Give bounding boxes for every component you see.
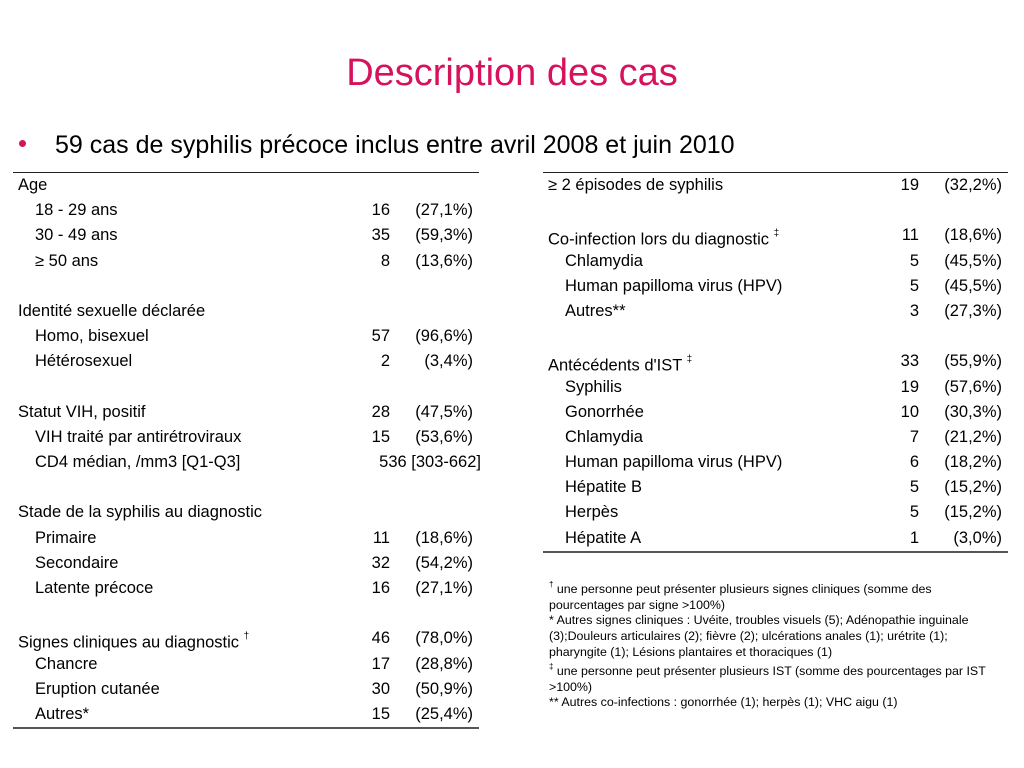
row-label [35, 677, 160, 702]
row-count: 6 [909, 453, 919, 472]
row-percent: (21,2%) [944, 427, 1002, 446]
row-label-text: Hépatite B [565, 478, 643, 497]
row-percent: (3,0%) [953, 528, 1002, 547]
row-label-text: Autres** [565, 301, 626, 320]
row-label-text: Secondaire [35, 553, 119, 572]
row-count: 15 [371, 427, 390, 446]
table-group-row [543, 223, 1008, 248]
row-label [35, 702, 89, 727]
footnote-mark: † [549, 580, 554, 589]
row-label-text: Chlamydia [565, 251, 643, 270]
footnotes [549, 578, 999, 711]
right-table [543, 172, 1008, 553]
row-label-text: Homo, bisexuel [35, 327, 149, 346]
row-percent: (15,2%) [944, 478, 1002, 497]
table-group-row [13, 173, 479, 198]
table-row [543, 425, 1008, 450]
row-count: 33 [900, 352, 919, 371]
row-count: 11 [901, 226, 919, 245]
row-label-text: ≥ 50 ans [35, 251, 99, 270]
row-label [565, 274, 782, 299]
row-label [35, 526, 96, 551]
row-label-text: Signes cliniques au diagnostic [18, 633, 240, 652]
table-group-row [13, 500, 479, 525]
table-row [543, 526, 1008, 551]
table-group-row [543, 173, 1008, 198]
row-percent: (15,2%) [944, 503, 1002, 522]
row-label [565, 450, 782, 475]
bullet-dot-icon [19, 140, 26, 147]
row-percent: (18,6%) [415, 528, 473, 547]
table-group-row [13, 626, 479, 651]
table-row [13, 652, 479, 677]
row-percent: (57,6%) [944, 377, 1002, 396]
footnote-text: ** Autres co-infections : gonorrhée (1); herpès (1); VHC aigu (1) [549, 695, 898, 710]
row-label [18, 500, 262, 525]
row-count: 17 [371, 654, 390, 673]
row-label-text: Chlamydia [565, 427, 643, 446]
row-percent: (96,6%) [415, 327, 473, 346]
table-row [543, 375, 1008, 400]
summary-text: 59 cas de syphilis précoce inclus entre avril 2008 et juin 2010 [55, 131, 735, 159]
row-percent: (25,4%) [415, 704, 473, 723]
row-percent: (45,5%) [944, 276, 1002, 295]
row-count: 2 [380, 352, 390, 371]
row-label [18, 400, 145, 425]
row-label-text: Gonorrhée [565, 402, 644, 421]
row-percent: (55,9%) [944, 352, 1002, 371]
row-count: 10 [900, 402, 919, 421]
table-spacer [13, 274, 479, 299]
table-group-row [13, 299, 479, 324]
table-row [13, 198, 479, 223]
summary-bullet [16, 129, 735, 161]
row-count: 5 [909, 478, 919, 497]
row-label-text: Primaire [35, 528, 97, 547]
row-percent: (28,8%) [415, 654, 473, 673]
row-count: 35 [371, 226, 390, 245]
row-label [35, 576, 153, 601]
table-spacer [543, 198, 1008, 223]
row-percent: (13,6%) [415, 251, 473, 270]
row-percent: (47,5%) [415, 402, 473, 421]
row-count: 28 [371, 402, 390, 421]
row-label-text: Stade de la syphilis au diagnostic [18, 503, 262, 522]
table-row [543, 299, 1008, 324]
row-label-text: Age [18, 176, 48, 194]
row-count: 16 [371, 201, 390, 220]
footnote [549, 695, 999, 711]
left-table [13, 172, 479, 729]
row-label [35, 450, 240, 475]
row-count: 15 [371, 704, 390, 723]
row-label [565, 526, 641, 551]
row-label [35, 349, 132, 374]
row-label-text: Co-infection lors du diagnostic [548, 230, 770, 249]
table-row [13, 324, 479, 349]
row-label [565, 375, 622, 400]
row-label-text: Antécédents d'IST [548, 356, 683, 375]
row-count: 1 [909, 528, 919, 547]
row-label [35, 425, 241, 450]
row-percent: (3,4%) [424, 352, 473, 371]
row-count: 5 [909, 503, 919, 522]
table-spacer [13, 601, 479, 626]
footnote-mark: ‡ [773, 228, 780, 240]
table-row [543, 274, 1008, 299]
row-label-text: Statut VIH, positif [18, 402, 146, 421]
row-label-text: CD4 médian, /mm3 [Q1-Q3] [35, 453, 241, 472]
footnote-text: une personne peut présenter plusieurs IST (somme des pourcentages par IST >100%) [549, 664, 986, 694]
row-label-text: Identité sexuelle déclarée [18, 301, 206, 320]
row-label-text: Hétérosexuel [35, 352, 133, 371]
row-percent: (32,2%) [944, 176, 1002, 194]
slide-title: Description des cas [346, 52, 678, 94]
row-label-text: Human papilloma virus (HPV) [565, 453, 783, 472]
footnote-mark: † [243, 631, 250, 643]
row-count: 57 [371, 327, 390, 346]
row-label-text: Herpès [565, 503, 619, 522]
table-row [543, 400, 1008, 425]
table-row [543, 249, 1008, 274]
row-label-text: Human papilloma virus (HPV) [565, 276, 783, 295]
table-row [13, 576, 479, 601]
row-percent: (18,2%) [944, 453, 1002, 472]
table-group-row [13, 400, 479, 425]
footnote-mark: ‡ [549, 662, 554, 672]
row-label-text: ≥ 2 épisodes de syphilis [548, 176, 724, 194]
table-spacer [13, 375, 479, 400]
footnote-mark: ‡ [686, 354, 693, 366]
row-count: 8 [380, 251, 390, 270]
table-row [543, 450, 1008, 475]
table-row [13, 249, 479, 274]
row-percent: (45,5%) [944, 251, 1002, 270]
footnote [549, 660, 999, 695]
row-percent: (59,3%) [415, 226, 473, 245]
row-label [35, 249, 98, 274]
row-count: 19 [900, 377, 919, 396]
row-label [565, 299, 626, 324]
row-count: 7 [909, 427, 919, 446]
row-count: 16 [371, 579, 390, 597]
row-label [565, 500, 618, 525]
footnote-text: * Autres signes cliniques : Uvéite, troubles visuels (5); Adénopathie inguinale (3);Douleurs articulaires (2); fièvre (2); ulcérations anales (1); urétrite (1); pharyngite (1); Lésions plantaires et thoraciques (1) [549, 613, 969, 659]
row-label [35, 324, 149, 349]
row-count: 3 [909, 301, 919, 320]
row-label [35, 223, 118, 248]
row-count: 46 [371, 629, 390, 648]
row-label [565, 475, 642, 500]
row-label-text: 30 - 49 ans [35, 226, 118, 245]
row-label [18, 299, 205, 324]
row-count: 32 [371, 553, 390, 572]
row-label-text: Latente précoce [35, 579, 154, 597]
row-percent: (27,1%) [415, 201, 473, 220]
row-percent: (30,3%) [944, 402, 1002, 421]
row-label-text: Hépatite A [565, 528, 642, 547]
row-percent: (50,9%) [415, 679, 473, 698]
row-count: 19 [900, 176, 919, 194]
row-count: 30 [371, 679, 390, 698]
row-count: 5 [909, 276, 919, 295]
row-percent: (27,1%) [415, 579, 473, 597]
table-row [13, 702, 479, 727]
row-percent: (18,6%) [944, 226, 1002, 245]
row-value: 536 [303-662] [379, 453, 481, 472]
row-percent: (54,2%) [415, 553, 473, 572]
row-percent: (78,0%) [415, 629, 473, 648]
table-row [13, 551, 479, 576]
table-row [13, 526, 479, 551]
table-spacer [543, 324, 1008, 349]
table-row [13, 223, 479, 248]
row-label-text: Chancre [35, 654, 98, 673]
table-row [13, 425, 479, 450]
footnote [549, 578, 999, 613]
row-label-text: VIH traité par antirétroviraux [35, 427, 242, 446]
row-label-text: Autres* [35, 704, 90, 723]
table-row [13, 450, 479, 475]
row-percent: (27,3%) [944, 301, 1002, 320]
row-label [35, 198, 118, 223]
row-label [35, 652, 97, 677]
footnote [549, 613, 999, 660]
row-label [35, 551, 118, 576]
table-group-row [543, 349, 1008, 374]
row-percent: (53,6%) [415, 427, 473, 446]
table-spacer [13, 475, 479, 500]
table-row [543, 500, 1008, 525]
row-count: 11 [372, 528, 390, 547]
row-label-text: Syphilis [565, 377, 622, 396]
row-label [548, 173, 723, 198]
table-row [13, 349, 479, 374]
footnote-text: une personne peut présenter plusieurs signes cliniques (somme des pourcentages par signe >100%) [549, 582, 932, 612]
row-label-text: Eruption cutanée [35, 679, 160, 698]
row-label [18, 173, 47, 198]
row-label-text: 18 - 29 ans [35, 201, 118, 220]
row-label [565, 425, 643, 450]
table-row [543, 475, 1008, 500]
row-label [565, 249, 643, 274]
row-count: 5 [909, 251, 919, 270]
row-label [565, 400, 644, 425]
table-row [13, 677, 479, 702]
